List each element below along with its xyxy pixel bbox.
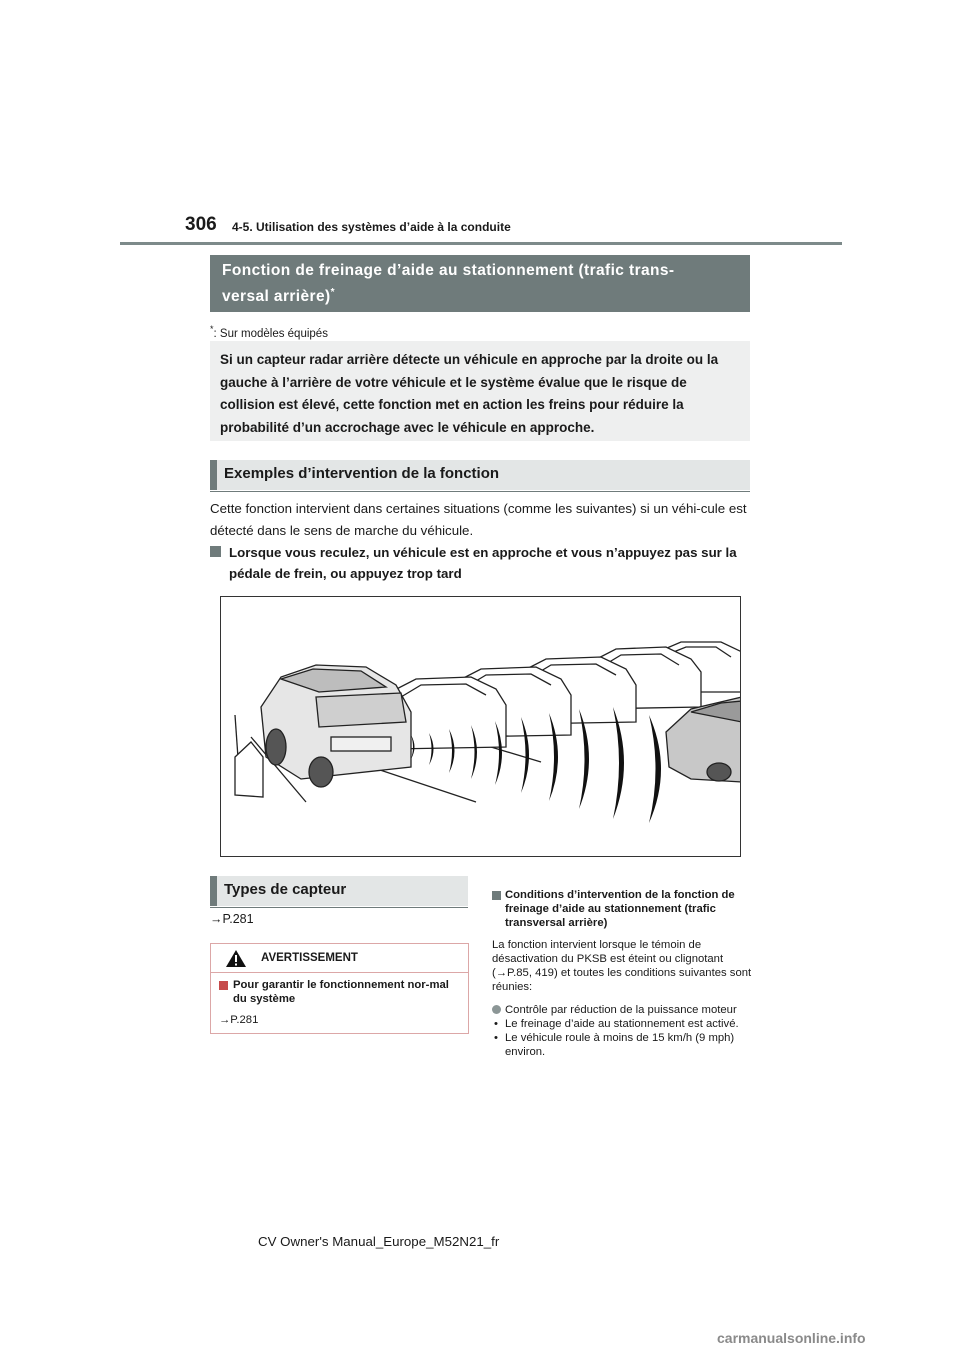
conditions-circle-item bbox=[492, 1003, 754, 1017]
conditions-heading bbox=[492, 888, 754, 930]
radar-arc bbox=[613, 707, 624, 819]
examples-bullet-text: Lorsque vous reculez, un véhicule est en approche et vous n’appuyez pas sur la pédale de frein, ou appuyez trop tard bbox=[229, 545, 737, 581]
examples-bullet bbox=[210, 542, 750, 584]
main-heading-line1: Fonction de freinage d’aide au stationnement (trafic trans- bbox=[222, 262, 675, 279]
sensor-types-ref[interactable]: →P.281 bbox=[210, 912, 254, 926]
conditions-text: La fonction intervient lorsque le témoin de désactivation du PKSB est éteint ou clignotant (→P.85, 419) et toutes les conditions suivantes sont réunies: bbox=[492, 939, 752, 993]
footnote-text: : Sur modèles équipés bbox=[213, 327, 328, 340]
warning-title: AVERTISSEMENT bbox=[261, 952, 358, 964]
page-number: 306 bbox=[185, 214, 217, 235]
sensor-types-heading: Types de capteur bbox=[210, 876, 468, 906]
square-bullet-icon bbox=[219, 981, 228, 990]
warning-header bbox=[211, 944, 468, 973]
main-heading bbox=[210, 255, 750, 312]
intro-box bbox=[210, 341, 750, 441]
footnote-asterisk: * bbox=[210, 324, 214, 334]
warning-ref[interactable]: →P.281 bbox=[219, 1014, 259, 1026]
radar-arc bbox=[579, 709, 589, 809]
conditions-dot-item: • Le freinage d’aide au stationnement est activé. bbox=[492, 1017, 754, 1031]
warning-item-text: Pour garantir le fonctionnement nor-mal du système bbox=[233, 979, 449, 1005]
approaching-car bbox=[666, 697, 741, 782]
square-bullet-icon bbox=[492, 891, 501, 900]
section-title: 4-5. Utilisation des systèmes d’aide à la conduite bbox=[232, 220, 511, 234]
warning-triangle-icon bbox=[225, 949, 247, 968]
examples-heading: Exemples d’intervention de la fonction bbox=[210, 460, 750, 490]
footnote-marker: * bbox=[330, 286, 335, 298]
parking-line bbox=[491, 747, 541, 762]
examples-body: Cette fonction intervient dans certaines situations (comme les suivantes) si un véhi-cule est détecté dans le sens de marche du véhicule. bbox=[210, 501, 747, 538]
square-bullet-icon bbox=[210, 546, 221, 557]
main-heading-line2: versal arrière) bbox=[222, 288, 331, 305]
conditions-dot-item: • Le véhicule roule à moins de 15 km/h (9 mph) environ. bbox=[492, 1031, 754, 1059]
footnote bbox=[210, 324, 328, 340]
circle-item-text: Contrôle par réduction de la puissance moteur bbox=[505, 1004, 737, 1016]
circle-bullet-icon bbox=[492, 1005, 501, 1014]
watermark: carmanualsonline.info bbox=[717, 1330, 866, 1346]
warning-item bbox=[219, 978, 460, 1006]
warning-body bbox=[211, 973, 468, 1027]
header-rule bbox=[120, 242, 842, 245]
conditions-heading-text: Conditions d’intervention de la fonction de freinage d’aide au stationnement (trafic transversal arrière) bbox=[505, 889, 735, 929]
parking-line bbox=[371, 767, 476, 802]
own-suv bbox=[261, 665, 411, 787]
radar-arc bbox=[649, 715, 661, 823]
warning-box bbox=[210, 943, 469, 1034]
parking-illustration bbox=[221, 597, 741, 857]
illustration-figure bbox=[220, 596, 741, 857]
conditions-column bbox=[492, 888, 754, 1059]
footer-text: CV Owner's Manual_Europe_M52N21_fr bbox=[258, 1234, 500, 1249]
intro-text: Si un capteur radar arrière détecte un véhicule en approche par la droite ou la gauche à l’arrière de votre véhicule et le système évalue que le risque de collision est élevé, cette fonction met en action les freins pour réduire la probabilité d’un accrochage avec le véhicule en approche. bbox=[220, 352, 719, 435]
